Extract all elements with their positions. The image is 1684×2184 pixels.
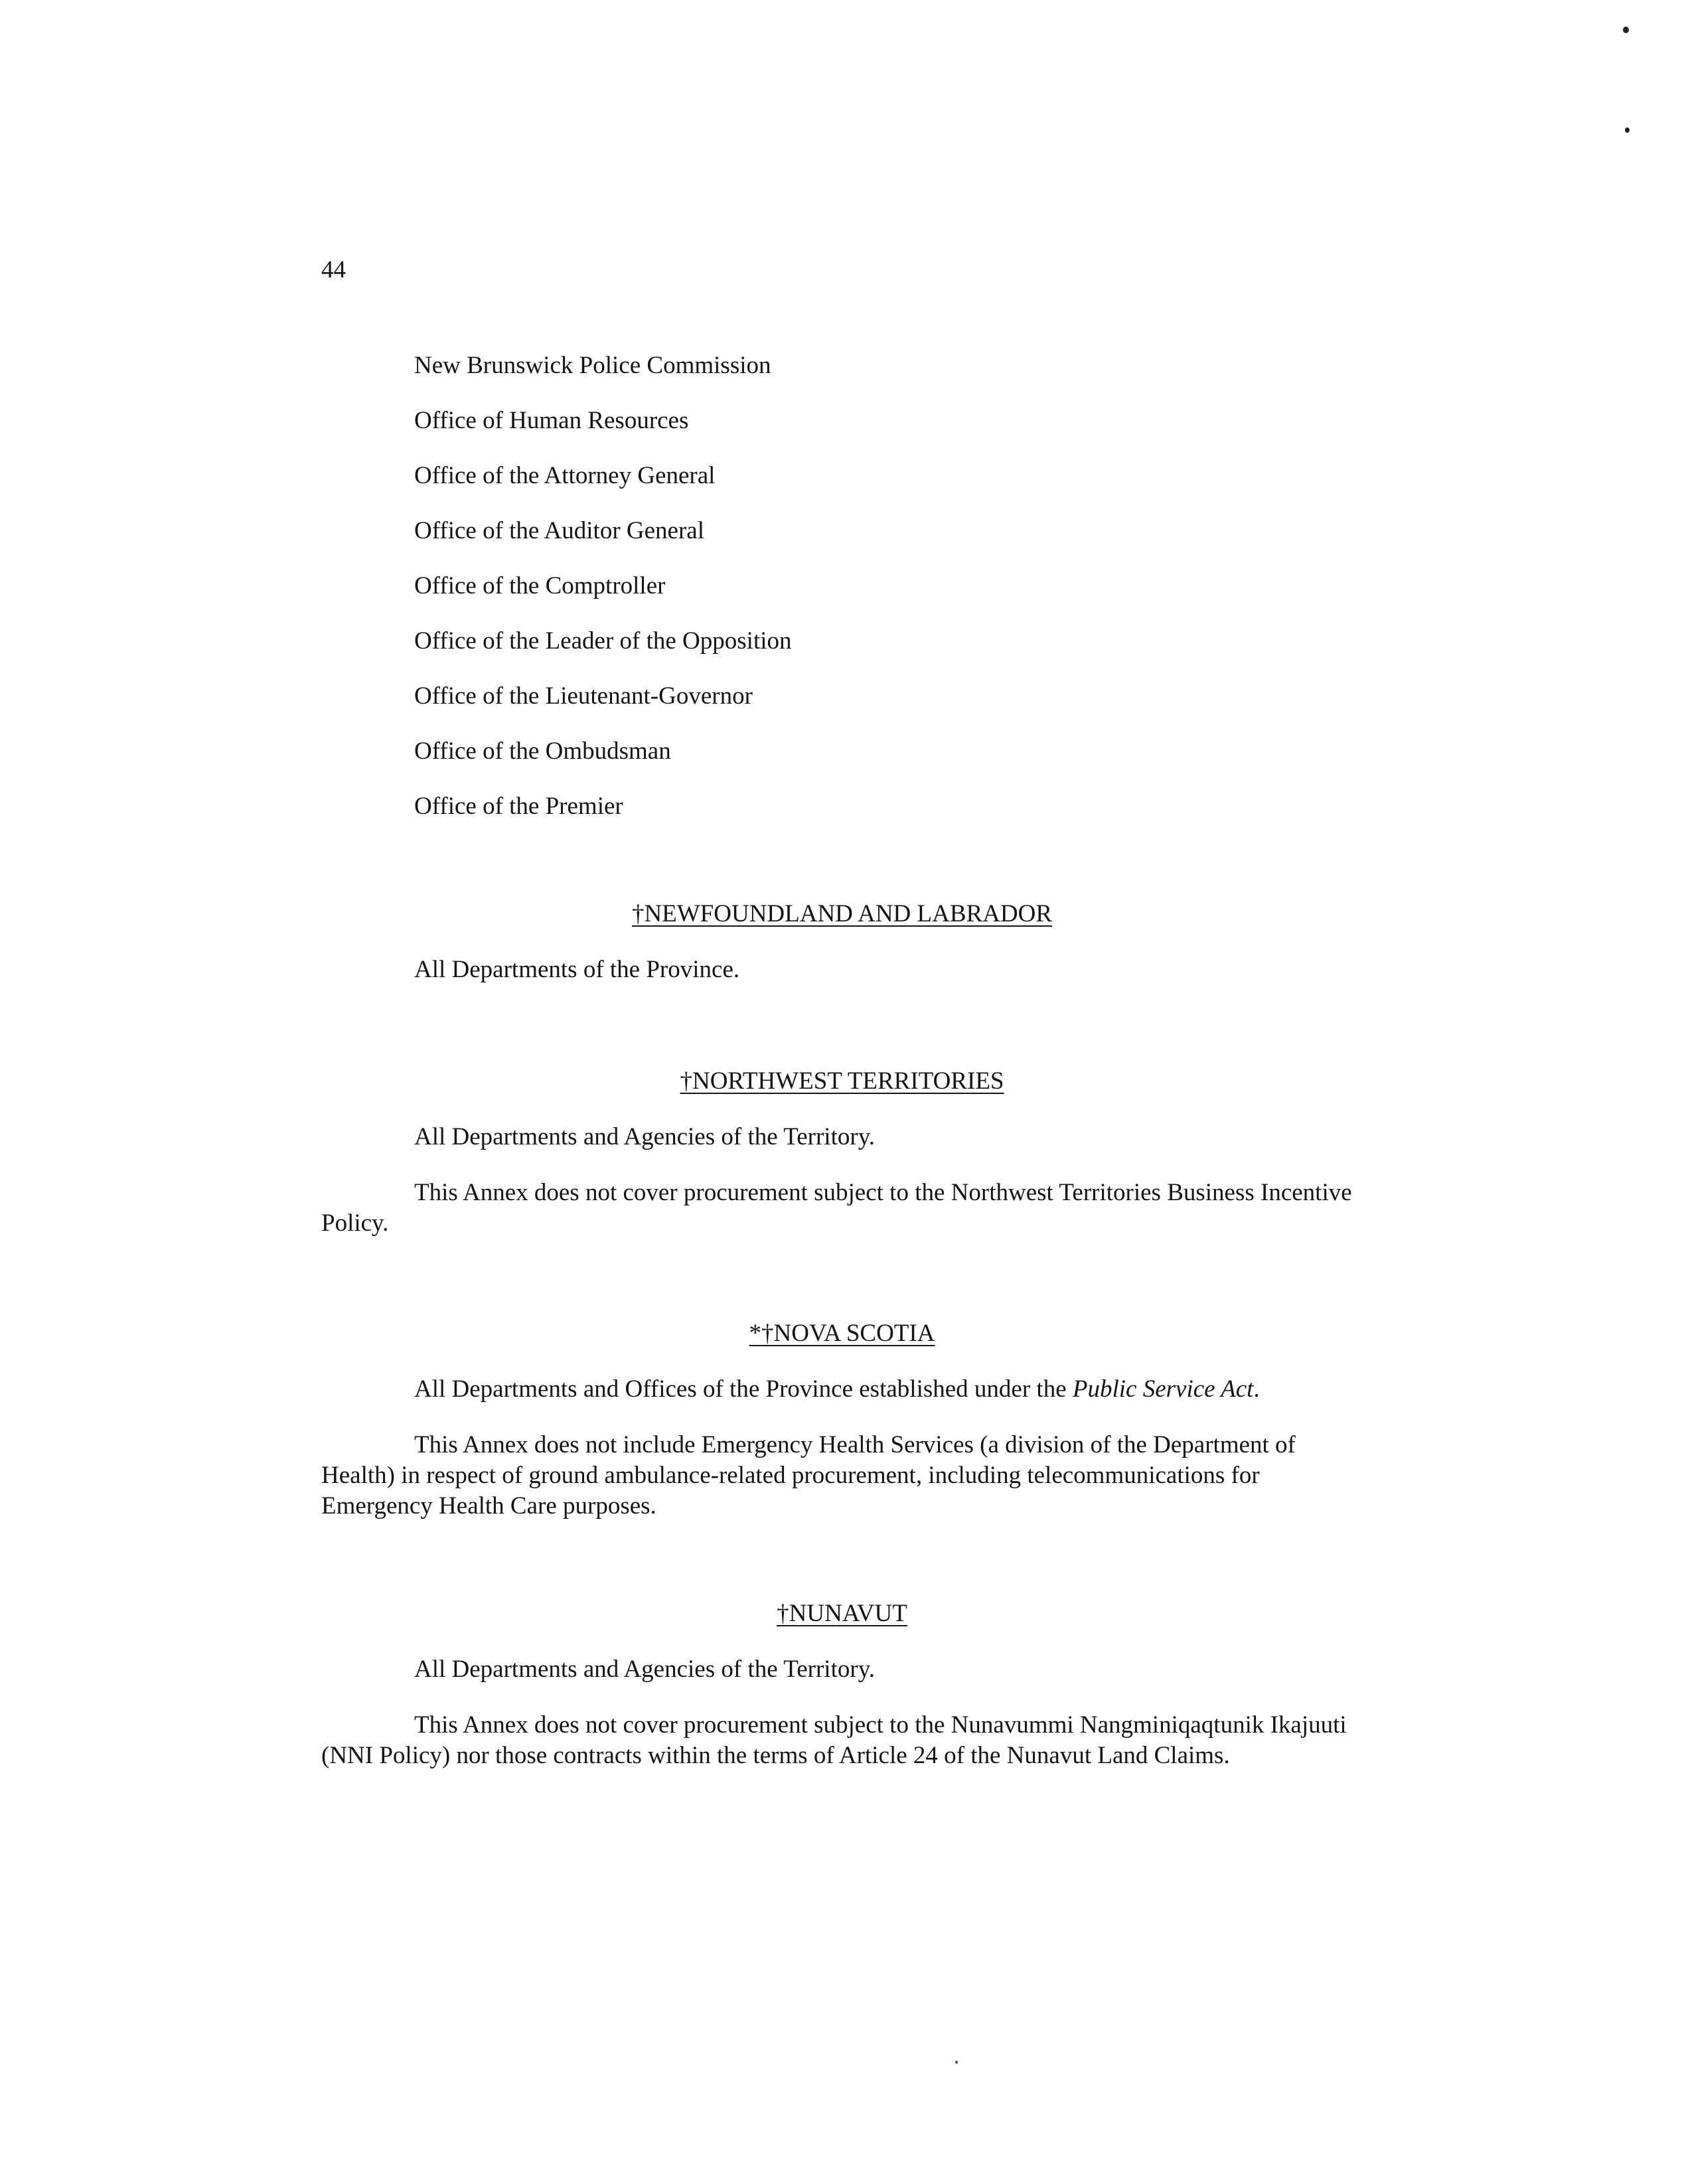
- scan-speck: [1623, 27, 1629, 33]
- heading-text: †NEWFOUNDLAND AND LABRADOR: [631, 900, 1053, 927]
- section-heading-nova-scotia: [0, 1318, 1684, 1349]
- scan-speck: [955, 2061, 958, 2064]
- heading-text: †NUNAVUT: [777, 1600, 907, 1627]
- section-heading-nunavut: [0, 1599, 1684, 1629]
- nova-scotia-coverage: [414, 1374, 1260, 1405]
- scan-speck: [1625, 127, 1630, 133]
- newfoundland-coverage: All Departments of the Province.: [414, 956, 740, 983]
- section-heading-newfoundland: [0, 899, 1684, 929]
- new-brunswick-entity-list: [414, 351, 792, 846]
- list-item: Office of the Premier: [414, 793, 623, 820]
- list-item: Office of the Attorney General: [414, 462, 716, 489]
- list-item: Office of the Leader of the Opposition: [414, 627, 792, 655]
- heading-text: *†NOVA SCOTIA: [749, 1320, 935, 1347]
- coverage-text: All Departments and Offices of the Province established under the: [414, 1375, 1073, 1403]
- northwest-territories-note: This Annex does not cover procurement subject to the Northwest Territories Business Incentive Policy.: [321, 1179, 1352, 1237]
- list-item: Office of the Auditor General: [414, 517, 704, 544]
- list-item: Office of Human Resources: [414, 407, 689, 434]
- coverage-end: .: [1253, 1375, 1260, 1403]
- list-item: Office of the Lieutenant-Governor: [414, 682, 753, 710]
- section-heading-northwest-territories: [0, 1066, 1684, 1097]
- list-item: New Brunswick Police Commission: [414, 352, 771, 379]
- page-number: 44: [321, 256, 346, 283]
- list-item: Office of the Comptroller: [414, 572, 666, 599]
- heading-text: †NORTHWEST TERRITORIES: [680, 1067, 1004, 1095]
- nunavut-note: This Annex does not cover procurement subject to the Nunavummi Nangminiqaqtunik Ikajuuti (NNI Policy) nor those contracts within the terms of Article 24 of the Nunavut Land Claims.: [321, 1711, 1347, 1769]
- northwest-territories-coverage: All Departments and Agencies of the Territory.: [414, 1123, 876, 1150]
- act-name: Public Service Act: [1072, 1375, 1254, 1403]
- nova-scotia-note: This Annex does not include Emergency Health Services (a division of the Department of Health) in respect of ground ambulance-related procurement, including telecommunications for Emergency Health Care purposes.: [321, 1431, 1296, 1520]
- nunavut-coverage: All Departments and Agencies of the Territory.: [414, 1656, 876, 1683]
- list-item: Office of the Ombudsman: [414, 738, 671, 765]
